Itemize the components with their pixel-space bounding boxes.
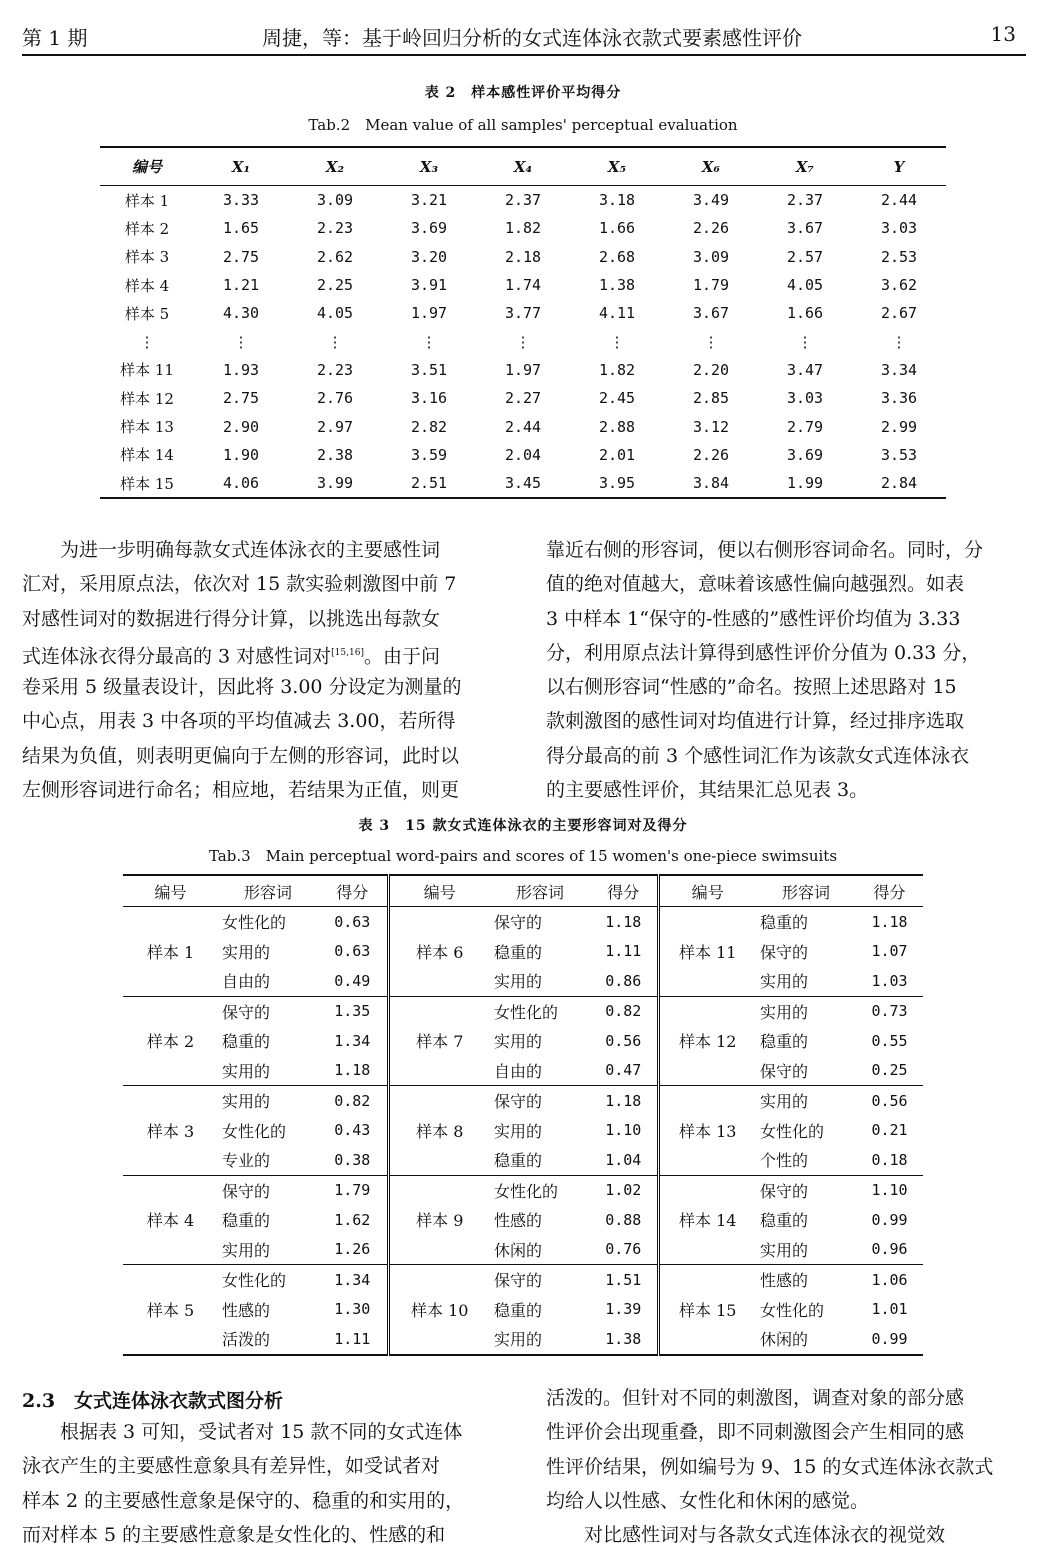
text-line: 3 中样本 1“保守的-性感的”感性评价均值为 3.33 — [546, 607, 961, 630]
table3-adjective: 活泼的 — [218, 1324, 318, 1355]
table3-score: 0.49 — [318, 966, 388, 996]
table2-row — [100, 469, 946, 498]
table2-value-cell: 3.36 — [880, 389, 918, 408]
table2-value-cell: 3.69 — [410, 219, 448, 238]
table3-adjective: 实用的 — [218, 1235, 318, 1265]
table3-header-cell: 得分 — [318, 875, 388, 907]
table2-value-cell: 2.97 — [316, 417, 354, 436]
table2-value-cell: 3.59 — [410, 445, 448, 464]
table3-sample-label: 样本 10 — [388, 1265, 490, 1355]
table2-value-cell: ⋮ — [891, 332, 907, 351]
table3-adjective: 女性化的 — [760, 1121, 825, 1141]
table2-row — [100, 356, 946, 384]
table2-sample-label: 样本 15 — [100, 469, 194, 498]
table2-row — [100, 384, 946, 412]
table3-adjective: 专业的 — [218, 1145, 318, 1175]
table2-value-cell: 3.67 — [786, 219, 824, 238]
table3-header-cell: 得分 — [856, 875, 923, 907]
table3-sample-label: 样本 15 — [658, 1265, 756, 1355]
table2-sample-label: 样本 3 — [124, 248, 170, 267]
table3-header-cell: 形容词 — [490, 875, 590, 907]
table2-value-cell: 3.33 — [222, 191, 260, 210]
text-line: 分，利用原点法计算得到感性评价分值为 0.33 分， — [546, 641, 981, 664]
table2-value-cell: 2.18 — [504, 247, 542, 266]
text-line: 性评价结果，例如编号为 9、15 的女式连体泳衣款式 — [546, 1455, 994, 1478]
table2-value-cell: 2.37 — [504, 191, 542, 210]
text-line: 结果为负值，则表明更偏向于左侧的形容词，此时以 — [22, 744, 460, 767]
table3-adjective: 保守的 — [494, 913, 543, 933]
table3-adjective: 稳重的 — [222, 1211, 271, 1231]
table3-score: 1.30 — [334, 1300, 371, 1319]
table2-value-cell: 2.20 — [692, 360, 730, 379]
table2-value-cell: 4.05 — [786, 276, 824, 295]
table2-value-cell: 3.09 — [692, 247, 730, 266]
table3-caption-en: Tab.3 Main perceptual word-pairs and scores of 15 women's one-piece swimsuits — [208, 847, 838, 865]
table3-row — [123, 907, 923, 937]
table3-adjective: 休闲的 — [756, 1324, 856, 1355]
table2-value-cell: 1.93 — [222, 360, 260, 379]
table3-score: 1.38 — [590, 1324, 658, 1355]
table3-score: 1.79 — [334, 1181, 371, 1200]
table3-score: 1.01 — [871, 1300, 908, 1319]
table3-score: 1.18 — [605, 912, 642, 931]
table3-score: 0.21 — [871, 1121, 908, 1140]
table2-sample-label: 样本 13 — [120, 418, 174, 437]
table2-value-cell: ⋮ — [797, 332, 813, 351]
table2-value-cell: 2.51 — [382, 469, 476, 498]
table3-adjective: 自由的 — [490, 1056, 590, 1086]
table3-header-cell: 形容词 — [756, 875, 856, 907]
text-line: 均给人以性感、女性化和休闲的感觉。 — [546, 1489, 870, 1512]
text-line: 为进一步明确每款女式连体泳衣的主要感性词 — [22, 539, 441, 561]
table3-header-cell: 得分 — [590, 875, 658, 907]
table3-score: 1.04 — [590, 1145, 658, 1175]
table2-sample-label: 样本 4 — [124, 276, 170, 295]
table2-value-cell: 2.84 — [852, 469, 946, 498]
table3-adjective: 性感的 — [494, 1211, 543, 1231]
table3-adjective: 保守的 — [494, 1271, 543, 1291]
table3-score: 1.06 — [871, 1270, 908, 1289]
table3-score: 0.55 — [871, 1031, 908, 1050]
table2-value-cell: 2.26 — [692, 445, 730, 464]
section-heading: 2.3 女式连体泳衣款式图分析 — [22, 1390, 284, 1412]
table2-value-cell: 2.79 — [786, 417, 824, 436]
table2-value-cell: 2.85 — [692, 389, 730, 408]
table2-value-cell: 1.99 — [758, 469, 852, 498]
table3-score: 1.10 — [871, 1181, 908, 1200]
text-line: 对比感性词对与各款女式连体泳衣的视觉效 — [546, 1524, 946, 1547]
table2-value-cell: 4.11 — [598, 304, 636, 323]
table2-header-cell: X₇ — [758, 147, 852, 186]
table3-score: 1.34 — [334, 1031, 371, 1050]
table2-value-cell: 3.99 — [288, 469, 382, 498]
table3-adjective: 性感的 — [760, 1271, 809, 1291]
table2-value-cell: 2.37 — [786, 191, 824, 210]
table2-value-cell: 3.03 — [880, 219, 918, 238]
table2-row — [100, 214, 946, 242]
table3-adjective: 女性化的 — [494, 1181, 559, 1201]
table3-header-cell: 编号 — [123, 875, 218, 907]
text-line: 而对样本 5 的主要感性意象是女性化的、性感的和 — [22, 1523, 446, 1546]
table3-row — [123, 1145, 923, 1175]
table3-adjective: 保守的 — [756, 1056, 856, 1086]
table2-value-cell: 3.12 — [692, 417, 730, 436]
table2-value-cell: 1.90 — [222, 445, 260, 464]
paragraph-right-2 — [546, 1381, 1026, 1552]
table2-caption-en: Tab.2 Mean value of all samples' perceptual evaluation — [308, 116, 738, 134]
table3-row — [123, 1205, 923, 1235]
table2-sample-label: 样本 12 — [120, 389, 174, 408]
table2-header-cell: X₂ — [288, 147, 382, 186]
table3-score: 0.82 — [334, 1091, 371, 1110]
table2-value-cell: 1.74 — [504, 276, 542, 295]
table2-sample-label: 样本 14 — [120, 446, 174, 465]
table3-score: 0.82 — [605, 1002, 642, 1021]
table3-sample-label: 样本 9 — [388, 1175, 490, 1265]
table2-row — [100, 243, 946, 271]
table3-row — [123, 1116, 923, 1146]
text-line: 泳衣产生的主要感性意象具有差异性，如受试者对 — [22, 1455, 441, 1478]
table3-adjective: 保守的 — [494, 1092, 543, 1112]
table2-value-cell: 3.95 — [570, 469, 664, 498]
table2 — [100, 146, 946, 499]
table3-score: 1.18 — [871, 912, 908, 931]
table3-score: 1.11 — [318, 1324, 388, 1355]
table2-value-cell: 2.75 — [222, 247, 260, 266]
table3-row — [123, 937, 923, 967]
table3-sample-label: 样本 11 — [658, 907, 756, 997]
table2-value-cell: 3.67 — [692, 304, 730, 323]
table2-value-cell: 3.45 — [476, 469, 570, 498]
table3-adjective: 保守的 — [222, 1181, 271, 1201]
text-line: 靠近右侧的形容词，便以右侧形容词命名。同时，分 — [546, 539, 984, 561]
table2-value-cell: 2.62 — [316, 247, 354, 266]
table2-sample-label: ⋮ — [139, 332, 155, 351]
table3-adjective: 个性的 — [756, 1145, 856, 1175]
table3-row — [123, 1324, 923, 1355]
table2-header-cell: 编号 — [100, 147, 194, 186]
table2-value-cell: 2.44 — [504, 417, 542, 436]
table2-value-cell: 3.18 — [598, 191, 636, 210]
table2-row — [100, 299, 946, 327]
table3-score: 0.43 — [334, 1121, 371, 1140]
table2-caption-cn: 表 2 样本感性评价平均得分 — [424, 85, 622, 101]
text-line: 式连体泳衣得分最高的 3 对感性词对[15,16]。由于问 — [22, 645, 440, 668]
table2-value-cell: 2.90 — [222, 417, 260, 436]
table3-adjective: 实用的 — [494, 1032, 543, 1052]
table3-score: 1.18 — [318, 1056, 388, 1086]
table3-score: 0.38 — [318, 1145, 388, 1175]
table3-score: 0.73 — [871, 1002, 908, 1021]
table3-adjective: 女性化的 — [494, 1002, 559, 1022]
table2-value-cell: 2.88 — [598, 417, 636, 436]
table3-score: 1.34 — [334, 1270, 371, 1289]
table3-score: 1.18 — [605, 1091, 642, 1110]
table3-adjective: 稳重的 — [494, 942, 543, 962]
table2-value-cell: 3.47 — [786, 360, 824, 379]
text-line: 样本 2 的主要感性意象是保守的、稳重的和实用的， — [22, 1489, 465, 1512]
table2-value-cell: ⋮ — [421, 332, 437, 351]
table2-value-cell: 3.03 — [786, 389, 824, 408]
table3-score: 0.76 — [590, 1235, 658, 1265]
table2-value-cell: 3.51 — [410, 360, 448, 379]
table2-value-cell: 1.66 — [598, 219, 636, 238]
table3-adjective: 实用的 — [222, 1092, 271, 1112]
table3-score: 0.56 — [605, 1031, 642, 1050]
table3-score: 1.62 — [334, 1210, 371, 1229]
table3-score: 1.11 — [605, 942, 642, 961]
table3-score: 0.63 — [334, 912, 371, 931]
text-line: 根据表 3 可知，受试者对 15 款不同的女式连体 — [22, 1421, 463, 1443]
table3-adjective: 实用的 — [756, 1235, 856, 1265]
table3-score: 0.99 — [871, 1210, 908, 1229]
table2-value-cell: 3.34 — [880, 360, 918, 379]
table3-adjective: 实用的 — [760, 1002, 809, 1022]
table3-adjective: 女性化的 — [222, 913, 287, 933]
table3-header-row — [123, 875, 923, 907]
table3-score: 0.86 — [590, 966, 658, 996]
table2-value-cell: 3.09 — [316, 191, 354, 210]
table2-header-cell: X₆ — [664, 147, 758, 186]
table2-value-cell: 1.82 — [504, 219, 542, 238]
table3-sample-label: 样本 6 — [388, 907, 490, 997]
table3-score: 0.88 — [605, 1210, 642, 1229]
table3-adjective: 稳重的 — [222, 1032, 271, 1052]
table2-value-cell: 2.76 — [316, 389, 354, 408]
table2-value-cell: 4.30 — [222, 304, 260, 323]
table3-row — [123, 996, 923, 1026]
table2-value-cell: 2.68 — [598, 247, 636, 266]
table2-value-cell: 1.79 — [692, 276, 730, 295]
table2-value-cell: ⋮ — [703, 332, 719, 351]
table3-adjective: 休闲的 — [490, 1235, 590, 1265]
table2-header-row — [100, 147, 946, 186]
table2-value-cell: 3.62 — [880, 276, 918, 295]
table3-row — [123, 1056, 923, 1086]
table3-adjective: 实用的 — [218, 1056, 318, 1086]
text-line: 款刺激图的感性词对均值进行计算，经过排序选取 — [546, 710, 965, 733]
table2-value-cell: 2.67 — [880, 304, 918, 323]
table3-score: 0.25 — [856, 1056, 923, 1086]
page-number: 13 — [990, 22, 1016, 46]
table3-adjective: 女性化的 — [760, 1300, 825, 1320]
table3-adjective: 保守的 — [760, 1181, 809, 1201]
issue-number: 第 1 期 — [22, 26, 88, 50]
table2-row — [100, 412, 946, 440]
table2-value-cell: 4.06 — [194, 469, 288, 498]
table3-sample-label: 样本 4 — [123, 1175, 218, 1265]
table3-score: 1.26 — [318, 1235, 388, 1265]
table2-value-cell: ⋮ — [515, 332, 531, 351]
table2-value-cell: 1.66 — [786, 304, 824, 323]
table3-row — [123, 1295, 923, 1325]
table3-score: 1.03 — [856, 966, 923, 996]
table2-value-cell: 1.97 — [410, 304, 448, 323]
table3-adjective: 女性化的 — [222, 1121, 287, 1141]
text-line: 活泼的。但针对不同的刺激图，调查对象的部分感 — [546, 1387, 965, 1409]
table3-score: 1.51 — [605, 1270, 642, 1289]
table2-value-cell: 2.23 — [316, 360, 354, 379]
table3-adjective: 实用的 — [222, 942, 271, 962]
table3-sample-label: 样本 5 — [123, 1265, 218, 1355]
text-fragment: 。由于问 — [363, 645, 440, 668]
table2-header-cell: Y — [852, 147, 946, 186]
table3-score: 0.18 — [856, 1145, 923, 1175]
table2-value-cell: 2.45 — [598, 389, 636, 408]
table3-adjective: 实用的 — [490, 1324, 590, 1355]
paragraph-left-2 — [22, 1415, 502, 1552]
table2-sample-label: 样本 2 — [124, 219, 170, 238]
text-line: 以右侧形容词“性感的”命名。按照上述思路对 15 — [546, 676, 957, 699]
table2-value-cell: 3.21 — [410, 191, 448, 210]
text-line: 卷采用 5 级量表设计，因此将 3.00 分设定为测量的 — [22, 676, 462, 699]
running-header — [0, 0, 1046, 58]
table2-value-cell: 3.84 — [664, 469, 758, 498]
table2-value-cell: 1.65 — [222, 219, 260, 238]
table3-score: 1.02 — [605, 1181, 642, 1200]
table3-header-cell: 编号 — [658, 875, 756, 907]
table2-value-cell: 2.25 — [316, 276, 354, 295]
table2-value-cell: 2.23 — [316, 219, 354, 238]
table3-sample-label: 样本 1 — [123, 907, 218, 997]
table3-header-cell: 编号 — [388, 875, 490, 907]
table3-score: 1.39 — [605, 1300, 642, 1319]
table3-score: 1.07 — [871, 942, 908, 961]
text-line: 左侧形容词进行命名；相应地，若结果为正值，则更 — [22, 779, 460, 802]
table3-adjective: 自由的 — [218, 966, 318, 996]
table2-value-cell: 2.27 — [504, 389, 542, 408]
table3-adjective: 实用的 — [756, 966, 856, 996]
table2-sample-label: 样本 1 — [124, 191, 170, 210]
table3-row — [123, 1086, 923, 1116]
table2-value-cell: 3.91 — [410, 276, 448, 295]
paragraph-right-1 — [546, 533, 1026, 807]
table2-value-cell: 2.57 — [786, 247, 824, 266]
table2-value-cell: 1.21 — [222, 276, 260, 295]
table2-value-cell: 1.38 — [598, 276, 636, 295]
table2-value-cell: 3.20 — [410, 247, 448, 266]
table2-value-cell: 2.04 — [504, 445, 542, 464]
table2-value-cell: 3.16 — [410, 389, 448, 408]
table3-adjective: 稳重的 — [760, 1032, 809, 1052]
table2-value-cell: 2.44 — [880, 191, 918, 210]
table3-adjective: 保守的 — [222, 1002, 271, 1022]
table3-sample-label: 样本 7 — [388, 996, 490, 1086]
table2-value-cell: 3.69 — [786, 445, 824, 464]
text-line: 性评价会出现重叠，即不同刺激图会产生相同的感 — [546, 1421, 965, 1444]
table2-value-cell: 1.97 — [504, 360, 542, 379]
table2-row — [100, 271, 946, 299]
running-title: 周捷，等：基于岭回归分析的女式连体泳衣款式要素感性评价 — [262, 26, 802, 50]
table3-score: 0.56 — [871, 1091, 908, 1110]
table2-value-cell: 2.01 — [598, 445, 636, 464]
header-rule — [22, 54, 1026, 56]
table3-sample-label: 样本 2 — [123, 996, 218, 1086]
table3-adjective: 稳重的 — [494, 1300, 543, 1320]
text-line: 得分最高的前 3 个感性词汇作为该款女式连体泳衣 — [546, 744, 970, 767]
table2-header-cell: X₅ — [570, 147, 664, 186]
table2-value-cell: 2.53 — [880, 247, 918, 266]
table3-row — [123, 966, 923, 996]
text-line: 汇对，采用原点法，依次对 15 款实验刺激图中前 7 — [22, 573, 457, 596]
table3-row — [123, 1235, 923, 1265]
table3-sample-label: 样本 12 — [658, 996, 756, 1086]
table2-header-cell: X₃ — [382, 147, 476, 186]
table3-adjective: 性感的 — [222, 1300, 271, 1320]
table3-score: 0.99 — [856, 1324, 923, 1355]
table3-sample-label: 样本 3 — [123, 1086, 218, 1176]
table3-adjective: 实用的 — [760, 1092, 809, 1112]
table2-value-cell: 3.49 — [692, 191, 730, 210]
table2-sample-label: 样本 11 — [120, 361, 174, 380]
table2-value-cell: 3.77 — [504, 304, 542, 323]
paragraph-left-1 — [22, 533, 502, 807]
table3 — [123, 874, 923, 1356]
table2-row — [100, 186, 946, 215]
table3-score: 1.10 — [605, 1121, 642, 1140]
table2-value-cell: ⋮ — [327, 332, 343, 351]
table2-value-cell: ⋮ — [233, 332, 249, 351]
text-line: 的主要感性评价，其结果汇总见表 3。 — [546, 779, 869, 802]
table2-value-cell: 2.75 — [222, 389, 260, 408]
table2-value-cell: 1.82 — [598, 360, 636, 379]
table2-value-cell: 4.05 — [316, 304, 354, 323]
table2-value-cell: 2.38 — [316, 445, 354, 464]
table2-value-cell: 2.26 — [692, 219, 730, 238]
table3-adjective: 稳重的 — [490, 1145, 590, 1175]
table3-row — [123, 1265, 923, 1295]
table2-value-cell: 3.53 — [880, 445, 918, 464]
table3-adjective: 女性化的 — [222, 1271, 287, 1291]
table3-adjective: 实用的 — [490, 966, 590, 996]
table3-caption-cn: 表 3 15 款女式连体泳衣的主要形容词对及得分 — [358, 818, 688, 834]
text-line: 对感性词对的数据进行得分计算，以挑选出每款女 — [22, 607, 441, 630]
table2-row — [100, 327, 946, 355]
table2-value-cell: 2.82 — [410, 417, 448, 436]
table2-value-cell: ⋮ — [609, 332, 625, 351]
table3-adjective: 稳重的 — [760, 1211, 809, 1231]
table2-row — [100, 441, 946, 469]
text-line: 值的绝对值越大，意味着该感性偏向越强烈。如表 — [546, 573, 965, 596]
table3-adjective: 稳重的 — [760, 913, 809, 933]
table3-sample-label: 样本 14 — [658, 1175, 756, 1265]
table3-header-cell: 形容词 — [218, 875, 318, 907]
table2-header-cell: X₁ — [194, 147, 288, 186]
table3-score: 0.47 — [590, 1056, 658, 1086]
table3-sample-label: 样本 8 — [388, 1086, 490, 1176]
table3-row — [123, 1175, 923, 1205]
citation: [15,16] — [331, 647, 364, 658]
table3-score: 1.35 — [334, 1002, 371, 1021]
table2-sample-label: 样本 5 — [124, 304, 170, 323]
table3-score: 0.63 — [334, 942, 371, 961]
table3-score: 0.96 — [856, 1235, 923, 1265]
table3-adjective: 保守的 — [760, 942, 809, 962]
text-line: 中心点，用表 3 中各项的平均值减去 3.00，若所得 — [22, 710, 456, 733]
table2-value-cell: 2.99 — [880, 417, 918, 436]
table3-adjective: 实用的 — [494, 1121, 543, 1141]
table3-sample-label: 样本 13 — [658, 1086, 756, 1176]
table3-row — [123, 1026, 923, 1056]
table2-header-cell: X₄ — [476, 147, 570, 186]
